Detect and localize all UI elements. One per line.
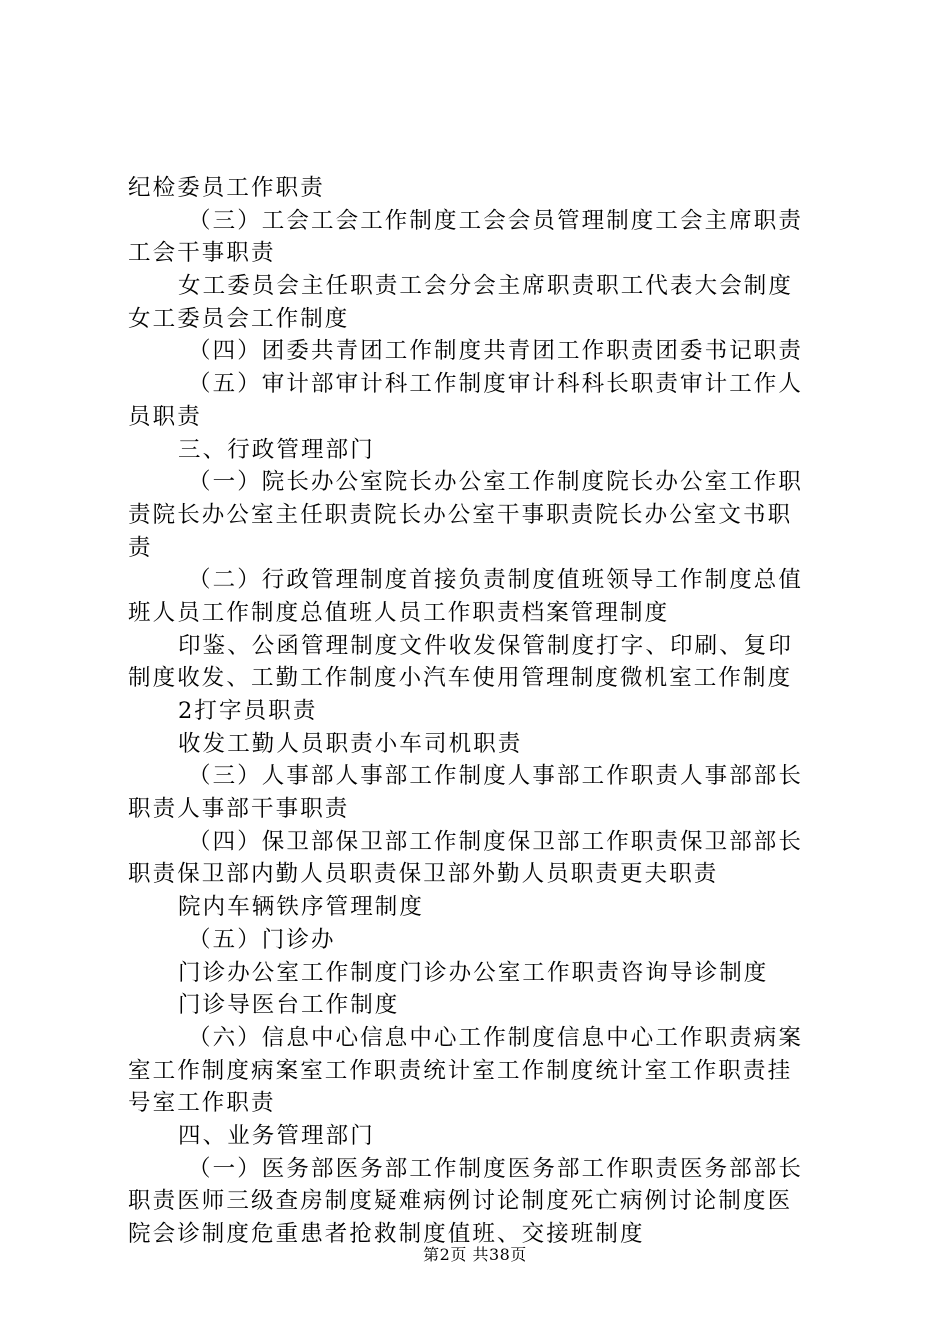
text-line: （二）行政管理制度首接负责制度值班领导工作制度总值: [188, 567, 804, 594]
text-line: 班人员工作制度总值班人员工作职责档案管理制度: [128, 599, 670, 626]
text-line: 制度收发、工勤工作制度小汽车使用管理制度微机室工作制度: [128, 665, 793, 692]
text-line: （五）门诊办: [188, 926, 336, 953]
text-line: 号室工作职责: [128, 1090, 276, 1117]
text-line: 门诊导医台工作制度: [178, 992, 400, 1019]
text-line: （四）保卫部保卫部工作制度保卫部工作职责保卫部部长: [188, 828, 804, 855]
text-line: 职责人事部干事职责: [128, 796, 350, 823]
text-line: （三）人事部人事部工作制度人事部工作职责人事部部长: [188, 763, 804, 790]
text-line: 四、业务管理部门: [178, 1122, 375, 1149]
page-footer: 第2页 共38页: [423, 1245, 527, 1264]
text-line: 室工作制度病案室工作职责统计室工作制度统计室工作职责挂: [128, 1057, 793, 1084]
text-line: 工会干事职责: [128, 240, 276, 267]
text-line: 责院长办公室主任职责院长办公室干事职责院长办公室文书职: [128, 501, 793, 528]
text-line: （四）团委共青团工作制度共青团工作职责团委书记职责: [188, 338, 804, 365]
text-line: 门诊办公室工作制度门诊办公室工作职责咨询导诊制度: [178, 959, 769, 986]
text-line: 收发工勤人员职责小车司机职责: [178, 730, 523, 757]
text-line: 纪检委员工作职责: [128, 175, 325, 201]
text-line: 印鉴、公函管理制度文件收发保管制度打字、印刷、复印: [178, 632, 794, 659]
text-line: 女工委员会工作制度: [128, 305, 350, 332]
document-body: [128, 172, 840, 1251]
text-line: （三）工会工会工作制度工会会员管理制度工会主席职责: [188, 207, 804, 234]
text-line: （一）医务部医务部工作制度医务部工作职责医务部部长: [188, 1155, 804, 1182]
text-line: 2打字员职责: [178, 698, 318, 724]
text-line: （一）院长办公室院长办公室工作制度院长办公室工作职: [188, 469, 804, 496]
text-line: 职责医师三级查房制度疑难病例讨论制度死亡病例讨论制度医: [128, 1188, 793, 1215]
text-line: 责: [128, 534, 153, 561]
text-line: 院会诊制度危重患者抢救制度值班、交接班制度: [128, 1221, 645, 1247]
text-line: （六）信息中心信息中心工作制度信息中心工作职责病案: [188, 1024, 804, 1051]
text-line: 三、行政管理部门: [178, 436, 375, 463]
text-line: （五）审计部审计科工作制度审计科科长职责审计工作人: [188, 371, 804, 398]
text-line: 员职责: [128, 403, 202, 430]
text-line: 职责保卫部内勤人员职责保卫部外勤人员职责更夫职责: [128, 861, 719, 888]
text-line: 院内车辆铁序管理制度: [178, 894, 425, 921]
text-line: 女工委员会主任职责工会分会主席职责职工代表大会制度: [178, 273, 794, 300]
